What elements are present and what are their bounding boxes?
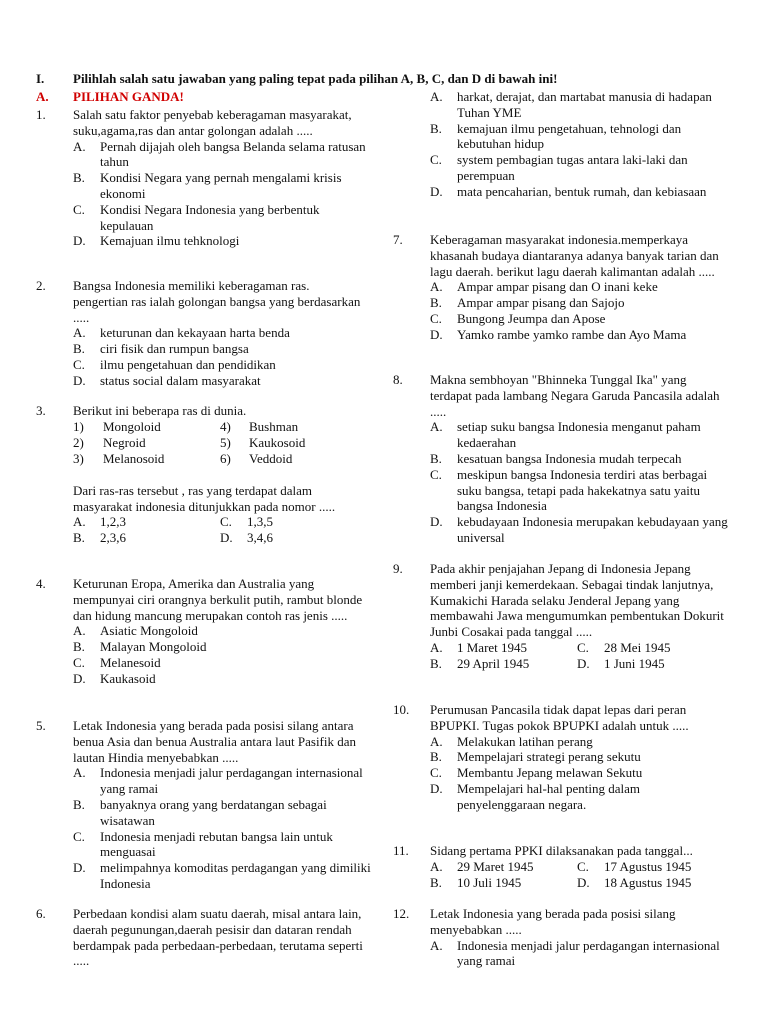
- option-letter: D.: [73, 860, 86, 876]
- option-row-cell: 1 Juni 1945: [604, 655, 665, 671]
- question-body: [73, 718, 378, 892]
- option-row: [73, 530, 363, 546]
- option-letter: A.: [430, 419, 443, 435]
- question-text: Keberagaman masyarakat indonesia.memperkaya khasanah budaya diantaranya adanya banyak tarian dan lagu daerah. berikut lagu daerah kalimantan adalah .....: [430, 232, 719, 279]
- race-row-cell: 6): [220, 450, 231, 466]
- question-number: 10.: [393, 702, 410, 717]
- option-row-cell: A.: [73, 514, 86, 530]
- option-text: kebudayaan Indonesia merupakan kebudayaan yang universal: [457, 514, 728, 545]
- options: [73, 139, 373, 250]
- option-text: kesatuan bangsa Indonesia mudah terpecah: [457, 450, 682, 466]
- question-body: [430, 232, 720, 343]
- option-letter: D.: [430, 780, 443, 796]
- option-row-cell: D.: [577, 874, 590, 890]
- option-text: keturunan dan kekayaan harta benda: [100, 325, 290, 341]
- answer-option: [73, 655, 373, 671]
- question-number: 6.: [36, 906, 46, 921]
- question-body: [430, 906, 720, 969]
- option-text: Malayan Mongoloid: [100, 639, 207, 655]
- question-body: [430, 372, 730, 546]
- answer-option: [73, 671, 373, 687]
- option-letter: D.: [430, 326, 443, 342]
- question-body: [73, 576, 373, 687]
- option-text: Membantu Jepang melawan Sekutu: [457, 765, 643, 781]
- option-text: Bungong Jeumpa dan Apose: [457, 310, 606, 326]
- option-row-cell: A.: [430, 858, 443, 874]
- answer-option: [73, 139, 373, 171]
- option-text: Kaukasoid: [100, 670, 156, 686]
- option-text: setiap suku bangsa Indonesia menganut paham kedaerahan: [457, 419, 701, 451]
- options: [73, 765, 378, 891]
- option-text: harkat, derajat, dan martabat manusia di hadapan Tuhan YME: [457, 89, 712, 120]
- answer-option: [73, 829, 378, 861]
- race-row: [73, 435, 363, 451]
- answer-option: [430, 121, 730, 153]
- option-text: meskipun bangsa Indonesia terdiri atas berbagai suku bangsa, tetapi pada hakekatnya satu yaitu bangsa Indonesia: [457, 466, 708, 514]
- question-text-2: Dari ras-ras tersebut , ras yang terdapat dalam masyarakat indonesia ditunjukkan pada nomor .....: [73, 482, 336, 514]
- option-row-cell: D.: [577, 655, 590, 671]
- option-text: banyaknya orang yang berdatangan sebagai wisatawan: [100, 796, 327, 828]
- question-text: Perbedaan kondisi alam suatu daerah, misal antara lain, daerah pegunungan,daerah pesisir dan dataran rendah berdampak pada perbedaan-perbedaan, terutama seperti .....: [73, 906, 363, 969]
- option-text: Ampar ampar pisang dan Sajojo: [457, 295, 625, 311]
- answer-option: [430, 765, 710, 781]
- question-text: Sidang pertama PPKI dilaksanakan pada tanggal...: [430, 843, 693, 858]
- answer-option: [73, 860, 378, 892]
- options: [430, 419, 730, 545]
- instruction-number: I.: [36, 71, 45, 86]
- question-number: 5.: [36, 718, 46, 733]
- option-letter: C.: [73, 828, 85, 844]
- options: [73, 514, 363, 546]
- option-row-cell: 18 Agustus 1945: [604, 874, 692, 890]
- question-number: 9.: [393, 561, 403, 576]
- option-letter: D.: [73, 670, 86, 686]
- question-text: Letak Indonesia yang berada pada posisi silang antara benua Asia dan benua Australia antara laut Pasifik dan lautan Hindia menyebabkan .....: [73, 718, 357, 765]
- option-letter: B.: [73, 639, 85, 655]
- question-body: [430, 89, 730, 200]
- option-text: Kondisi Negara Indonesia yang berbentuk kepulauan: [100, 201, 320, 233]
- answer-option: [73, 233, 373, 249]
- option-row-cell: 1,2,3: [100, 514, 126, 530]
- option-text: Kondisi Negara yang pernah mengalami krisis ekonomi: [100, 170, 342, 201]
- option-letter: B.: [73, 796, 85, 812]
- race-row-cell: 1): [73, 418, 84, 434]
- option-text: mata pencaharian, bentuk rumah, dan kebiasaan: [457, 183, 707, 199]
- answer-option: [430, 279, 720, 295]
- option-letter: A.: [73, 325, 86, 341]
- race-row-cell: Negroid: [103, 434, 146, 450]
- option-row-cell: 1,3,5: [247, 514, 273, 530]
- race-row-cell: Bushman: [249, 418, 299, 434]
- options: [430, 938, 720, 970]
- question-body: [430, 561, 740, 672]
- option-letter: B.: [73, 341, 85, 357]
- option-letter: A.: [430, 937, 443, 953]
- race-row-cell: 5): [220, 434, 231, 450]
- answer-option: [430, 327, 720, 343]
- race-row-cell: 4): [220, 418, 231, 434]
- question-number: 11.: [393, 843, 409, 858]
- option-row-cell: 2,3,6: [100, 530, 126, 546]
- answer-option: [430, 419, 730, 451]
- option-letter: C.: [430, 466, 442, 482]
- answer-option: [430, 734, 710, 750]
- answer-option: [430, 781, 710, 813]
- answer-option: [430, 749, 710, 765]
- option-letter: B.: [430, 749, 442, 765]
- option-row: [430, 875, 740, 891]
- answer-option: [430, 295, 720, 311]
- race-row-cell: Kaukosoid: [249, 434, 306, 450]
- option-text: kemajuan ilmu pengetahuan, tehnologi dan kebutuhan hidup: [457, 120, 682, 152]
- answer-option: [430, 467, 730, 514]
- question-body: [73, 906, 378, 969]
- answer-option: [73, 325, 363, 341]
- race-row: [73, 451, 363, 467]
- answer-option: [73, 765, 378, 797]
- option-letter: B.: [430, 450, 442, 466]
- options: [73, 325, 363, 388]
- answer-option: [430, 184, 730, 200]
- question-body: [430, 702, 710, 813]
- option-row-cell: 29 April 1945: [457, 655, 530, 671]
- option-letter: C.: [430, 152, 442, 168]
- race-row-cell: 2): [73, 434, 84, 450]
- option-text: Kemajuan ilmu tehknologi: [100, 233, 240, 249]
- race-row-cell: Mongoloid: [103, 418, 161, 434]
- option-row-cell: B.: [430, 655, 442, 671]
- question-text: Berikut ini beberapa ras di dunia.: [73, 403, 247, 418]
- option-letter: C.: [73, 356, 85, 372]
- option-text: Indonesia menjadi jalur perdagangan internasional yang ramai: [100, 765, 363, 797]
- option-row-cell: C.: [577, 639, 589, 655]
- answer-option: [73, 357, 363, 373]
- question-body: [73, 403, 363, 546]
- option-text: ilmu pengetahuan dan pendidikan: [100, 356, 276, 372]
- options: [430, 640, 740, 672]
- options: [73, 623, 373, 686]
- option-text: melimpahnya komoditas perdagangan yang dimiliki Indonesia: [100, 860, 371, 891]
- option-row-cell: C.: [577, 858, 589, 874]
- option-letter: D.: [73, 233, 86, 249]
- question-number: 12.: [393, 906, 410, 921]
- question-text: Salah satu faktor penyebab keberagaman masyarakat, suku,agama,ras dan antar golongan adalah .....: [73, 107, 352, 138]
- option-row: [430, 656, 740, 672]
- option-letter: A.: [73, 765, 86, 781]
- option-letter: A.: [73, 138, 86, 154]
- option-letter: B.: [73, 170, 85, 186]
- option-letter: A.: [430, 89, 443, 104]
- race-row-cell: Melanosoid: [103, 450, 165, 466]
- answer-option: [430, 89, 730, 121]
- question-number: 2.: [36, 278, 46, 293]
- option-text: Yamko rambe yamko rambe dan Ayo Mama: [457, 326, 687, 342]
- question-text: Letak Indonesia yang berada pada posisi silang menyebabkan .....: [430, 906, 676, 937]
- option-letter: D.: [430, 514, 443, 530]
- answer-option: [73, 341, 363, 357]
- option-letter: A.: [73, 623, 86, 639]
- option-text: Pernah dijajah oleh bangsa Belanda selama ratusan tahun: [100, 138, 366, 170]
- question-body: [73, 107, 373, 249]
- options: [430, 859, 740, 891]
- question-body: [430, 843, 740, 891]
- option-text: Indonesia menjadi rebutan bangsa lain untuk menguasai: [100, 828, 333, 860]
- option-text: Indonesia menjadi jalur perdagangan internasional yang ramai: [457, 937, 720, 969]
- question-text: Perumusan Pancasila tidak dapat lepas dari peran BPUPKI. Tugas pokok BPUPKI adalah untuk .....: [430, 702, 689, 733]
- options: [430, 89, 730, 200]
- option-text: status social dalam masyarakat: [100, 372, 261, 388]
- option-text: Mempelajari strategi perang sekutu: [457, 749, 641, 765]
- question-text: Keturunan Eropa, Amerika dan Australia yang mempunyai ciri orangnya berkulit putih, rambut blonde dan hidung mancung merupakan contoh ras jenis .....: [73, 576, 363, 623]
- option-row-cell: 1 Maret 1945: [457, 639, 528, 655]
- answer-option: [430, 451, 730, 467]
- answer-option: [73, 373, 363, 389]
- option-row: [430, 640, 740, 656]
- option-row-cell: A.: [430, 639, 443, 655]
- option-letter: B.: [430, 295, 442, 311]
- question-text: Bangsa Indonesia memiliki keberagaman ras. pengertian ras ialah golongan bangsa yang berdasarkan .....: [73, 278, 361, 325]
- option-row-cell: 29 Maret 1945: [457, 858, 534, 874]
- option-text: ciri fisik dan rumpun bangsa: [100, 341, 249, 357]
- option-row-cell: B.: [430, 874, 442, 890]
- option-row: [73, 514, 363, 530]
- race-row-cell: 3): [73, 450, 84, 466]
- answer-option: [430, 938, 720, 970]
- option-letter: C.: [430, 765, 442, 781]
- option-row-cell: 17 Agustus 1945: [604, 858, 692, 874]
- section-letter: A.: [36, 89, 49, 104]
- question-number: 4.: [36, 576, 46, 591]
- option-letter: D.: [73, 372, 86, 388]
- options: [430, 734, 710, 813]
- option-text: Ampar ampar pisang dan O inani keke: [457, 279, 658, 295]
- option-letter: D.: [430, 183, 443, 199]
- option-row-cell: D.: [220, 530, 233, 546]
- option-letter: A.: [430, 733, 443, 749]
- option-row-cell: 10 Juli 1945: [457, 874, 522, 890]
- answer-option: [430, 311, 720, 327]
- question-number: 3.: [36, 403, 46, 418]
- option-row-cell: 3,4,6: [247, 530, 273, 546]
- answer-option: [73, 623, 373, 639]
- option-row-cell: C.: [220, 514, 232, 530]
- option-text: Asiatic Mongoloid: [100, 623, 198, 639]
- instruction-text: Pilihlah salah satu jawaban yang paling tepat pada pilihan A, B, C, dan D di bawah ini!: [73, 71, 558, 86]
- answer-option: [73, 202, 373, 234]
- option-letter: B.: [430, 120, 442, 136]
- question-number: 1.: [36, 107, 46, 122]
- option-text: Mempelajari hal-hal penting dalam penyelenggaraan negara.: [457, 780, 641, 812]
- option-letter: C.: [73, 654, 85, 670]
- answer-option: [73, 170, 373, 202]
- option-letter: C.: [430, 310, 442, 326]
- question-body: [73, 278, 363, 389]
- race-row-cell: Veddoid: [249, 450, 293, 466]
- option-letter: C.: [73, 201, 85, 217]
- option-row-cell: 28 Mei 1945: [604, 639, 671, 655]
- answer-option: [430, 514, 730, 546]
- option-text: Melanesoid: [100, 654, 161, 670]
- options: [430, 279, 720, 342]
- question-number: 8.: [393, 372, 403, 387]
- question-text: Makna sembhoyan "Bhinneka Tunggal Ika" yang terdapat pada lambang Negara Garuda Pancasila adalah .....: [430, 372, 720, 419]
- option-row: [430, 859, 740, 875]
- race-row: [73, 419, 363, 435]
- section-title: PILIHAN GANDA!: [73, 89, 184, 104]
- answer-option: [430, 152, 730, 184]
- option-row-cell: B.: [73, 530, 85, 546]
- question-text: Pada akhir penjajahan Jepang di Indonesia Jepang memberi janji kemerdekaan. Sebagai tindak lanjutnya, Kumakichi Harada selaku Jenderal Jepang yang membawahi Jawa mengumumkan pembentukan Dokurit Junbi Cosakai pada tanggal .....: [430, 561, 724, 640]
- option-text: Melakukan latihan perang: [457, 733, 593, 749]
- answer-option: [73, 797, 378, 829]
- question-number: 7.: [393, 232, 403, 247]
- option-text: system pembagian tugas antara laki-laki dan perempuan: [457, 152, 688, 183]
- answer-option: [73, 639, 373, 655]
- option-letter: A.: [430, 279, 443, 295]
